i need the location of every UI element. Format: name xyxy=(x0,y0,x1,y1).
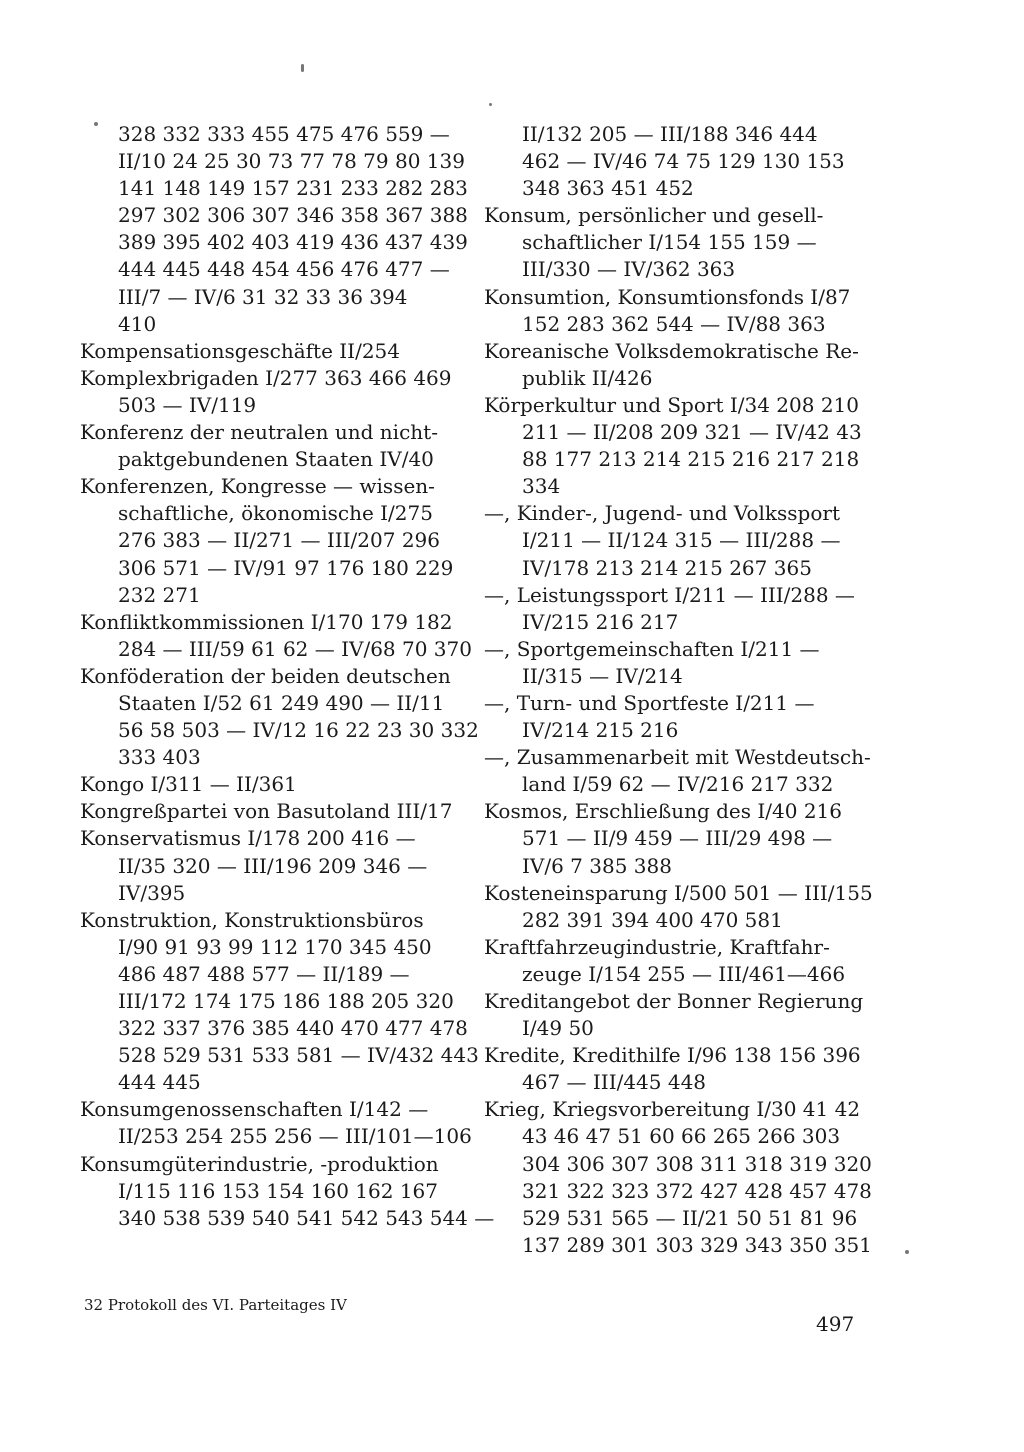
index-entry-continuation: IV/178 213 214 215 267 365 xyxy=(522,555,812,580)
index-entry-continuation: 348 363 451 452 xyxy=(522,176,694,201)
index-entry-headword-line: Kompensationsgeschäfte II/254 xyxy=(80,338,400,363)
index-entry-headword-line: Konstruktion, Konstruktionsbüros xyxy=(80,907,424,932)
index-entry-continuation: 297 302 306 307 346 358 367 388 xyxy=(118,203,468,228)
index-column-right xyxy=(484,121,873,1259)
index-entry-continuation: III/7 — IV/6 31 32 33 36 394 xyxy=(118,284,408,309)
index-entry-headword-line: —, Turn- und Sportfeste I/211 — xyxy=(484,690,815,715)
page-number: 497 xyxy=(816,1312,855,1336)
index-entry-continuation: II/10 24 25 30 73 77 78 79 80 139 xyxy=(118,149,465,174)
index-entry-continuation: III/330 — IV/362 363 xyxy=(522,257,736,282)
print-speck xyxy=(489,103,492,106)
index-entry-continuation: 486 487 488 577 — II/189 — xyxy=(118,961,410,986)
index-entry-headword-line: Komplexbrigaden I/277 363 466 469 xyxy=(80,365,452,390)
index-entry-continuation: 340 538 539 540 541 542 543 544 — xyxy=(118,1205,495,1230)
index-entry-continuation: IV/214 215 216 xyxy=(522,718,679,743)
index-entry-continuation: 306 571 — IV/91 97 176 180 229 xyxy=(118,555,454,580)
index-entry-continuation: schaftlicher I/154 155 159 — xyxy=(522,230,817,255)
index-entry-continuation: 410 xyxy=(118,311,157,336)
index-entry-headword-line: Konferenz der neutralen und nicht- xyxy=(80,420,438,445)
index-entry-continuation: I/49 50 xyxy=(522,1016,594,1041)
index-entry-headword-line: Kosteneinsparung I/500 501 — III/155 xyxy=(484,880,873,905)
index-entry-headword-line: —, Kinder-, Jugend- und Volkssport xyxy=(484,501,840,526)
index-entry-continuation: 322 337 376 385 440 470 477 478 xyxy=(118,1016,468,1041)
index-entry-continuation: 43 46 47 51 60 66 265 266 303 xyxy=(522,1124,841,1149)
index-entry-headword-line: Konfliktkommissionen I/170 179 182 xyxy=(80,609,453,634)
print-speck xyxy=(301,64,304,72)
index-entry-headword-line: Konsumtion, Konsumtionsfonds I/87 xyxy=(484,284,851,309)
index-entry-continuation: 211 — II/208 209 321 — IV/42 43 xyxy=(522,420,862,445)
index-entry-continuation: zeuge I/154 255 — III/461—466 xyxy=(522,961,846,986)
index-entry-continuation: 503 — IV/119 xyxy=(118,392,257,417)
index-entry-continuation: 444 445 xyxy=(118,1070,201,1095)
index-entry-continuation: 528 529 531 533 581 — IV/432 443 xyxy=(118,1043,479,1068)
index-entry-continuation: I/211 — II/124 315 — III/288 — xyxy=(522,528,841,553)
index-entry-continuation: 571 — II/9 459 — III/29 498 — xyxy=(522,826,833,851)
index-entry-continuation: 88 177 213 214 215 216 217 218 xyxy=(522,447,860,472)
index-entry-continuation: IV/395 xyxy=(118,880,186,905)
index-entry-continuation: 152 283 362 544 — IV/88 363 xyxy=(522,311,826,336)
index-column-left xyxy=(80,121,495,1232)
print-speck xyxy=(905,1250,909,1254)
index-entry-headword-line: Körperkultur und Sport I/34 208 210 xyxy=(484,392,860,417)
index-entry-headword-line: Konsum, persönlicher und gesell- xyxy=(484,203,824,228)
index-entry-continuation: II/35 320 — III/196 209 346 — xyxy=(118,853,428,878)
index-entry-continuation: 467 — III/445 448 xyxy=(522,1070,707,1095)
index-entry-continuation: 333 403 xyxy=(118,745,201,770)
index-entry-continuation: II/253 254 255 256 — III/101—106 xyxy=(118,1124,472,1149)
index-entry-continuation: IV/6 7 385 388 xyxy=(522,853,672,878)
index-entry-headword-line: Konferenzen, Kongresse — wissen- xyxy=(80,474,435,499)
index-entry-continuation: 321 322 323 372 427 428 457 478 xyxy=(522,1178,872,1203)
index-entry-continuation: 232 271 xyxy=(118,582,201,607)
index-entry-headword-line: Krieg, Kriegsvorbereitung I/30 41 42 xyxy=(484,1097,861,1122)
index-entry-continuation: II/132 205 — III/188 346 444 xyxy=(522,122,818,146)
index-entry-continuation: 137 289 301 303 329 343 350 351 xyxy=(522,1232,872,1257)
index-entry-continuation: Staaten I/52 61 249 490 — II/11 xyxy=(118,690,445,715)
index-entry-continuation: 276 383 — II/271 — III/207 296 xyxy=(118,528,440,553)
index-entry-headword-line: Kongo I/311 — II/361 xyxy=(80,772,297,797)
index-entry-continuation: 328 332 333 455 475 476 559 — xyxy=(118,122,450,146)
index-entry-headword-line: Kraftfahrzeugindustrie, Kraftfahr- xyxy=(484,934,830,959)
index-entry-headword-line: Konservatismus I/178 200 416 — xyxy=(80,826,416,851)
index-entry-continuation: schaftliche, ökonomische I/275 xyxy=(118,501,433,526)
index-entry-continuation: 334 xyxy=(522,474,561,499)
index-entry-headword-line: —, Zusammenarbeit mit Westdeutsch- xyxy=(484,745,871,770)
index-entry-headword-line: Koreanische Volksdemokratische Re- xyxy=(484,338,859,363)
index-entry-headword-line: Kongreßpartei von Basutoland III/17 xyxy=(80,799,453,824)
index-entry-continuation: III/172 174 175 186 188 205 320 xyxy=(118,989,454,1013)
index-entry-headword-line: Kreditangebot der Bonner Regierung xyxy=(484,989,864,1013)
index-entry-headword-line: —, Leistungssport I/211 — III/288 — xyxy=(484,582,855,607)
index-entry-headword-line: Konföderation der beiden deutschen xyxy=(80,663,451,688)
index-entry-continuation: publik II/426 xyxy=(522,365,653,390)
index-entry-continuation: 284 — III/59 61 62 — IV/68 70 370 xyxy=(118,636,472,661)
index-entry-continuation: 462 — IV/46 74 75 129 130 153 xyxy=(522,149,845,174)
index-entry-continuation: paktgebundenen Staaten IV/40 xyxy=(118,447,434,472)
index-entry-headword-line: Konsumgenossenschaften I/142 — xyxy=(80,1097,429,1122)
index-entry-continuation: 389 395 402 403 419 436 437 439 xyxy=(118,230,468,255)
index-entry-continuation: 529 531 565 — II/21 50 51 81 96 xyxy=(522,1205,858,1230)
index-entry-continuation: 444 445 448 454 456 476 477 — xyxy=(118,257,450,282)
index-entry-continuation: 304 306 307 308 311 318 319 320 xyxy=(522,1151,872,1176)
index-entry-continuation: II/315 — IV/214 xyxy=(522,663,683,688)
index-entry-headword-line: Kredite, Kredithilfe I/96 138 156 396 xyxy=(484,1043,861,1068)
print-speck xyxy=(94,122,98,126)
index-entry-headword-line: Konsumgüterindustrie, -produktion xyxy=(80,1151,439,1176)
index-entry-continuation: IV/215 216 217 xyxy=(522,609,679,634)
index-entry-continuation: 141 148 149 157 231 233 282 283 xyxy=(118,176,468,201)
index-entry-continuation: I/90 91 93 99 112 170 345 450 xyxy=(118,934,432,959)
index-entry-continuation: 282 391 394 400 470 581 xyxy=(522,907,783,932)
index-entry-headword-line: Kosmos, Erschließung des I/40 216 xyxy=(484,799,842,824)
printer-signature: 32 Protokoll des VI. Parteitages IV xyxy=(84,1296,347,1314)
index-entry-continuation: I/115 116 153 154 160 162 167 xyxy=(118,1178,438,1203)
index-entry-continuation: land I/59 62 — IV/216 217 332 xyxy=(522,772,834,797)
index-entry-continuation: 56 58 503 — IV/12 16 22 23 30 332 xyxy=(118,718,479,743)
index-entry-headword-line: —, Sportgemeinschaften I/211 — xyxy=(484,636,820,661)
